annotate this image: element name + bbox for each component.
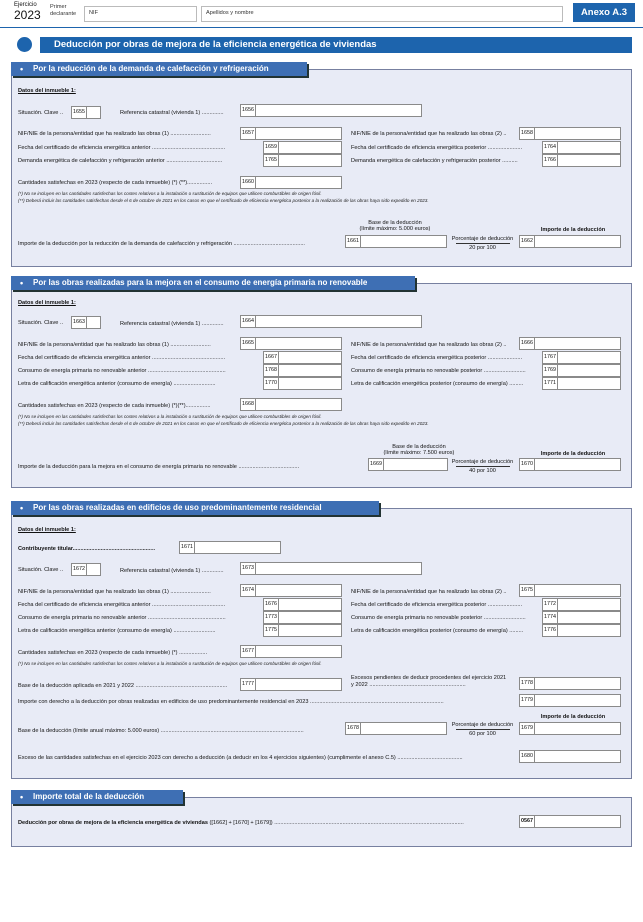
field-1677[interactable] bbox=[240, 645, 342, 658]
field-0567[interactable] bbox=[519, 815, 621, 828]
code-1674: 1674 bbox=[241, 585, 256, 596]
code-1656: 1656 bbox=[241, 105, 256, 116]
main-title: Deducción por obras de mejora de la eficiencia energética de viviendas bbox=[40, 37, 632, 53]
field-1765[interactable] bbox=[263, 154, 342, 167]
field-1669[interactable] bbox=[368, 458, 448, 471]
primer-declarante-label: Primer declarante bbox=[50, 4, 77, 17]
field-1769[interactable] bbox=[542, 364, 621, 377]
code-1660: 1660 bbox=[241, 177, 256, 188]
note-2: (**) Deberá incluir las cantidades satisfechas desde el 6 de octubre de 2021 en los casos en que el certificado de eficiencia energética posterior a la realización de las obras haya sido expedido en 2023. bbox=[18, 198, 429, 203]
letra-post-label-2: Letra de calificación energética posterior (consumo de energía) ......... bbox=[351, 381, 524, 387]
nif2-label-3: NIF/NIE de la persona/entidad que ha realizado las obras (2) .. bbox=[351, 589, 507, 595]
pct-value-3: 60 por 100 bbox=[469, 731, 496, 737]
section-calefaccion-title: • Por la reducción de la demanda de calefacción y refrigeración bbox=[11, 62, 307, 76]
code-1655: 1655 bbox=[72, 107, 87, 118]
refcat-label-3: Referencia catastral (vivienda 1) .............. bbox=[120, 568, 224, 574]
base-aplicada-label: Base de la deducción aplicada en 2021 y 2022 ........................................................... bbox=[18, 683, 228, 689]
situacion-label-2: Situación. Clave .. bbox=[18, 320, 64, 326]
field-1680[interactable] bbox=[519, 750, 621, 763]
base-deduccion-label: Base de la deducción (límite anual máximo: 5.000 euros) ............................................................................................ bbox=[18, 728, 304, 734]
code-1769: 1769 bbox=[543, 365, 558, 376]
refcat-label: Referencia catastral (vivienda 1) .............. bbox=[120, 110, 224, 116]
code-0567: 0567 bbox=[520, 816, 535, 827]
field-1664[interactable] bbox=[240, 315, 422, 328]
field-1774[interactable] bbox=[542, 611, 621, 624]
importe-header-2: Importe de la deducción bbox=[540, 451, 606, 457]
code-1679: 1679 bbox=[520, 723, 535, 734]
code-1770: 1770 bbox=[264, 378, 279, 389]
nif1-label-2: NIF/NIE de la persona/entidad que ha realizado las obras (1) .......................... bbox=[18, 342, 211, 348]
cantidades-label-3: Cantidades satisfechas en 2023 (respecto de cada inmueble) (*) .................. bbox=[18, 650, 208, 656]
field-1675[interactable] bbox=[519, 584, 621, 597]
pct-divider-2 bbox=[456, 466, 510, 467]
field-1666[interactable] bbox=[519, 337, 621, 350]
importe-label: Importe de la deducción por la reducción de la demanda de calefacción y refrigeración .............................................. bbox=[18, 241, 305, 247]
code-1680: 1680 bbox=[520, 751, 535, 762]
importe-label-2: Importe de la deducción para la mejora en el consumo de energía primaria no renovable ....................................... bbox=[18, 464, 300, 470]
section-edificios-title: • Por las obras realizadas en edificios de uso predominantemente residencial bbox=[11, 501, 379, 515]
pct-header-3: Porcentaje de deducción bbox=[451, 722, 514, 728]
base-header: Base de la deducción (límite máximo: 5.000 euros) bbox=[359, 220, 431, 232]
code-1768: 1768 bbox=[264, 365, 279, 376]
field-1766[interactable] bbox=[542, 154, 621, 167]
field-1770[interactable] bbox=[263, 377, 342, 390]
contribuyente-label: Contribuyente titular..................................................... bbox=[18, 546, 156, 552]
note-1: (*) No se incluyen en las cantidades satisfechas los costes relativos a la instalación o sustitución de equipos que utilicen combustibles de origen fósil. bbox=[18, 191, 322, 196]
importe-header-3: Importe de la deducción bbox=[540, 714, 606, 720]
code-1671: 1671 bbox=[180, 542, 195, 553]
datos-inmueble-label-3: Datos del inmueble 1: bbox=[18, 527, 76, 533]
code-1665: 1665 bbox=[241, 338, 256, 349]
note-1-2: (*) No se incluyen en las cantidades satisfechas los costes relativos a la instalación o sustitución de equipos que utilicen combustibles de origen fósil. bbox=[18, 414, 322, 419]
situacion-label-3: Situación. Clave .. bbox=[18, 567, 64, 573]
field-1678[interactable] bbox=[345, 722, 447, 735]
field-1659[interactable] bbox=[263, 141, 342, 154]
field-1673[interactable] bbox=[240, 562, 422, 575]
code-1664: 1664 bbox=[241, 316, 256, 327]
cantidades-label-2: Cantidades satisfechas en 2023 (respecto de cada inmueble) (*)(**)................ bbox=[18, 403, 211, 409]
code-1666: 1666 bbox=[520, 338, 535, 349]
code-1658: 1658 bbox=[520, 128, 535, 139]
pct-value: 20 por 100 bbox=[469, 245, 496, 251]
field-1668[interactable] bbox=[240, 398, 342, 411]
field-1662[interactable] bbox=[519, 235, 621, 248]
field-1779[interactable] bbox=[519, 694, 621, 707]
field-1672[interactable] bbox=[71, 563, 101, 576]
code-1778: 1778 bbox=[520, 678, 535, 689]
cantidades-label: Cantidades satisfechas en 2023 (respecto de cada inmueble) (*) (**)................ bbox=[18, 180, 213, 186]
field-1764[interactable] bbox=[542, 141, 621, 154]
note-2-2: (**) Deberá incluir las cantidades satisfechas desde el 6 de octubre de 2021 en los casos en que el certificado de eficiencia energética posterior a la realización de las obras haya sido expedido en 2023. bbox=[18, 421, 429, 426]
pct-header-2: Porcentaje de deducción bbox=[451, 459, 514, 465]
code-1676: 1676 bbox=[264, 599, 279, 610]
nif-label: NIF bbox=[89, 10, 99, 16]
year: 2023 bbox=[14, 8, 41, 22]
field-1657[interactable] bbox=[240, 127, 342, 140]
code-1767: 1767 bbox=[543, 352, 558, 363]
situacion-label: Situación. Clave .. bbox=[18, 110, 64, 116]
field-1655[interactable] bbox=[71, 106, 101, 119]
total-row-label bbox=[18, 820, 464, 827]
cons-post-label-3: Consumo de energía primaria no renovable posterior ........................... bbox=[351, 615, 526, 621]
apellidos-field[interactable] bbox=[201, 6, 563, 22]
field-1671[interactable] bbox=[179, 541, 281, 554]
field-1658[interactable] bbox=[519, 127, 621, 140]
field-1674[interactable] bbox=[240, 584, 342, 597]
code-1677: 1677 bbox=[241, 646, 256, 657]
title-bullet-icon bbox=[17, 37, 32, 52]
datos-inmueble-label: Datos del inmueble 1: bbox=[18, 88, 76, 94]
nif2-label: NIF/NIE de la persona/entidad que ha realizado las obras (2) .. bbox=[351, 131, 507, 137]
field-1767[interactable] bbox=[542, 351, 621, 364]
section-importe-total-title: • Importe total de la deducción bbox=[11, 790, 183, 804]
code-1662: 1662 bbox=[520, 236, 535, 247]
field-1665[interactable] bbox=[240, 337, 342, 350]
base-header-2: Base de la deducción (límite máximo: 7.500 euros) bbox=[383, 444, 455, 456]
code-1672: 1672 bbox=[72, 564, 87, 575]
code-1773: 1773 bbox=[264, 612, 279, 623]
excesos-label: Excesos pendientes de deducir procedentes del ejercicio 2021 y 2022 .............................................................. bbox=[351, 675, 507, 688]
field-1772[interactable] bbox=[542, 598, 621, 611]
code-1675: 1675 bbox=[520, 585, 535, 596]
exceso-label: Exceso de las cantidades satisfechas en el ejercicio 2023 con derecho a deducción (a deducir en los 4 ejercicios siguientes) (cumplimente el anexo C.5) .......................................... bbox=[18, 755, 463, 761]
code-1670: 1670 bbox=[520, 459, 535, 470]
field-1778[interactable] bbox=[519, 677, 621, 690]
importe-derecho-label: Importe con derecho a la deducción por obras realizadas en edificios de uso predominantemente residencial en 2023 ...................................................................................... bbox=[18, 699, 444, 705]
code-1668: 1668 bbox=[241, 399, 256, 410]
code-1667: 1667 bbox=[264, 352, 279, 363]
code-1772: 1772 bbox=[543, 599, 558, 610]
header-bar bbox=[0, 0, 643, 28]
nif1-label: NIF/NIE de la persona/entidad que ha realizado las obras (1) .......................... bbox=[18, 131, 211, 137]
field-1661[interactable] bbox=[345, 235, 447, 248]
code-1774: 1774 bbox=[543, 612, 558, 623]
code-1678: 1678 bbox=[346, 723, 361, 734]
note-1-3: (*) No se incluyen en las cantidades satisfechas los costes relativos a la instalación o sustitución de equipos que utilicen combustibles de origen fósil. bbox=[18, 661, 322, 666]
cert-ant-label-3: Fecha del certificado de eficiencia energética anterior ............................................... bbox=[18, 602, 226, 608]
code-1776: 1776 bbox=[543, 625, 558, 636]
letra-post-label-3: Letra de calificación energética posterior (consumo de energía) ......... bbox=[351, 628, 524, 634]
dem-post-label: Demanda energética de calefacción y refrigeración posterior .......... bbox=[351, 158, 518, 164]
total-formula: ([1662] + [1670] + [1679]) .......................................................................................................................... bbox=[209, 820, 464, 826]
pct-divider bbox=[456, 243, 510, 244]
pct-value-2: 40 por 100 bbox=[469, 468, 496, 474]
cert-post-label-2: Fecha del certificado de eficiencia energética posterior ...................... bbox=[351, 355, 523, 361]
nif1-label-3: NIF/NIE de la persona/entidad que ha realizado las obras (1) .......................... bbox=[18, 589, 211, 595]
cons-post-label-2: Consumo de energía primaria no renovable posterior ........................... bbox=[351, 368, 526, 374]
code-1669: 1669 bbox=[369, 459, 384, 470]
cert-ant-label: Fecha del certificado de eficiencia energética anterior ............................................... bbox=[18, 145, 226, 151]
pct-header: Porcentaje de deducción bbox=[451, 236, 514, 242]
cert-ant-label-2: Fecha del certificado de eficiencia energética anterior ............................................... bbox=[18, 355, 226, 361]
datos-inmueble-label-2: Datos del inmueble 1: bbox=[18, 300, 76, 306]
letra-ant-label-3: Letra de calificación energética anterior (consumo de energía) ........................... bbox=[18, 628, 216, 634]
field-1771[interactable] bbox=[542, 377, 621, 390]
code-1659: 1659 bbox=[264, 142, 279, 153]
code-1657: 1657 bbox=[241, 128, 256, 139]
pct-divider-3 bbox=[456, 729, 510, 730]
cons-ant-label-2: Consumo de energía primaria no renovable anterior .................................................. bbox=[18, 368, 226, 374]
code-1673: 1673 bbox=[241, 563, 256, 574]
nif2-label-2: NIF/NIE de la persona/entidad que ha realizado las obras (2) .. bbox=[351, 342, 507, 348]
code-1661: 1661 bbox=[346, 236, 361, 247]
field-1656[interactable] bbox=[240, 104, 422, 117]
cert-post-label: Fecha del certificado de eficiencia energética posterior ...................... bbox=[351, 145, 523, 151]
code-1663: 1663 bbox=[72, 317, 87, 328]
code-1765: 1765 bbox=[264, 155, 279, 166]
letra-ant-label-2: Letra de calificación energética anterior (consumo de energía) ........................... bbox=[18, 381, 216, 387]
field-1773[interactable] bbox=[263, 611, 342, 624]
code-1771: 1771 bbox=[543, 378, 558, 389]
cons-ant-label-3: Consumo de energía primaria no renovable anterior .................................................. bbox=[18, 615, 226, 621]
anexo-badge: Anexo A.3 bbox=[573, 3, 635, 22]
refcat-label-2: Referencia catastral (vivienda 1) .............. bbox=[120, 321, 224, 327]
field-1676[interactable] bbox=[263, 598, 342, 611]
field-1660[interactable] bbox=[240, 176, 342, 189]
code-1775: 1775 bbox=[264, 625, 279, 636]
nif-field[interactable] bbox=[84, 6, 197, 22]
code-1777: 1777 bbox=[241, 679, 256, 690]
dem-ant-label: Demanda energética de calefacción y refrigeración anterior .................................... bbox=[18, 158, 223, 164]
field-1775[interactable] bbox=[263, 624, 342, 637]
field-1670[interactable] bbox=[519, 458, 621, 471]
ejercicio-label: Ejercicio bbox=[14, 2, 37, 8]
importe-header: Importe de la deducción bbox=[540, 227, 606, 233]
total-label: Deducción por obras de mejora de la eficiencia energética de viviendas bbox=[18, 820, 208, 826]
cert-post-label-3: Fecha del certificado de eficiencia energética posterior ...................... bbox=[351, 602, 523, 608]
code-1766: 1766 bbox=[543, 155, 558, 166]
field-1768[interactable] bbox=[263, 364, 342, 377]
apellidos-label: Apellidos y nombre bbox=[206, 10, 254, 16]
field-1777[interactable] bbox=[240, 678, 342, 691]
field-1776[interactable] bbox=[542, 624, 621, 637]
code-1764: 1764 bbox=[543, 142, 558, 153]
field-1667[interactable] bbox=[263, 351, 342, 364]
section-energia-primaria-title: • Por las obras realizadas para la mejora en el consumo de energía primaria no renovable bbox=[11, 276, 415, 290]
field-1663[interactable] bbox=[71, 316, 101, 329]
code-1779: 1779 bbox=[520, 695, 535, 706]
field-1679[interactable] bbox=[519, 722, 621, 735]
